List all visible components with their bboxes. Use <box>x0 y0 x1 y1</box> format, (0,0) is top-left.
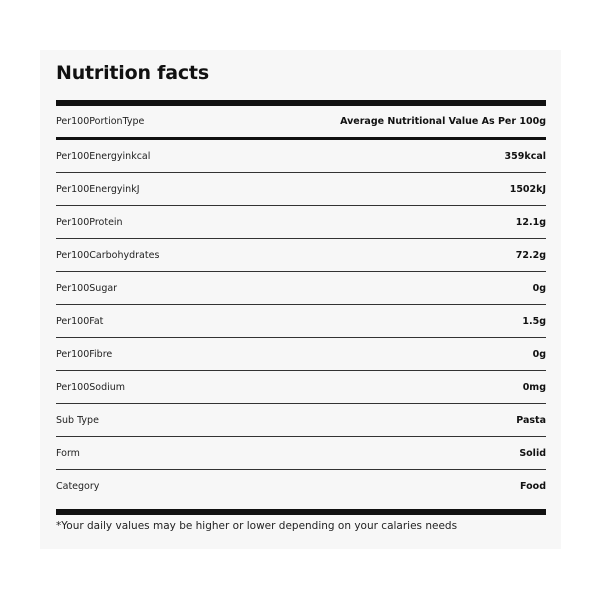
table-row <box>56 371 546 404</box>
row-label: Per100Fibre <box>56 348 113 360</box>
row-label: Category <box>56 481 100 492</box>
row-value: 0g <box>532 348 546 360</box>
nutrition-table <box>56 106 546 503</box>
row-value: 72.2g <box>515 249 546 261</box>
row-label: Form <box>56 447 80 459</box>
table-row <box>56 173 546 206</box>
table-row <box>56 404 546 437</box>
row-label: Per100Sodium <box>56 381 126 393</box>
table-row <box>56 470 546 503</box>
row-value: 359kcal <box>504 150 546 162</box>
row-value: 12.1g <box>515 216 546 228</box>
table-row <box>56 437 546 470</box>
header-value: Average Nutritional Value As Per 100g <box>340 116 546 127</box>
footnote: *Your daily values may be higher or lower depending on your calaries needs <box>56 520 458 532</box>
header-label: Per100PortionType <box>56 116 145 127</box>
row-value: Solid <box>519 447 546 459</box>
table-row <box>56 338 546 371</box>
row-label: Per100EnergyinkJ <box>56 183 140 195</box>
row-value: 0g <box>532 282 546 294</box>
nutrition-facts-panel <box>40 50 561 549</box>
table-header-row <box>56 106 546 140</box>
table-row <box>56 239 546 272</box>
row-value: 0mg <box>522 381 546 393</box>
row-label: Per100Energyinkcal <box>56 150 151 162</box>
row-value: Food <box>520 481 546 492</box>
row-value: 1.5g <box>522 315 546 327</box>
table-row <box>56 305 546 338</box>
row-label: Per100Sugar <box>56 282 118 294</box>
table-row <box>56 140 546 173</box>
row-label: Per100Fat <box>56 315 104 327</box>
row-value: Pasta <box>516 414 546 426</box>
page-title: Nutrition facts <box>56 62 209 84</box>
row-label: Sub Type <box>56 414 99 426</box>
row-label: Per100Carbohydrates <box>56 249 160 261</box>
bottom-divider <box>56 509 546 515</box>
row-label: Per100Protein <box>56 216 123 228</box>
table-row <box>56 206 546 239</box>
row-value: 1502kJ <box>509 183 546 195</box>
table-row <box>56 272 546 305</box>
